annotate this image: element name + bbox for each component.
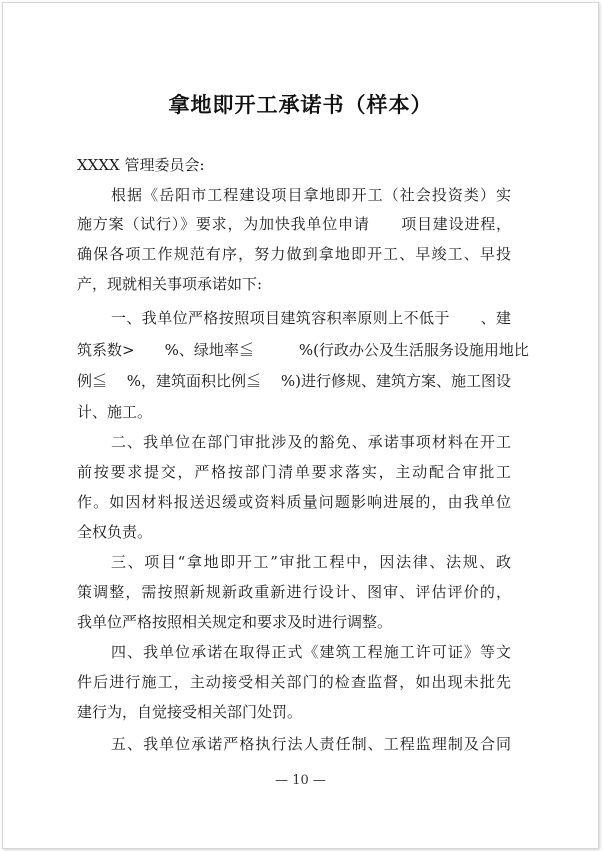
paragraph-line: 前按要求提交，严格按部门清单要求落实，主动配合审批工: [77, 463, 511, 481]
paragraph-line: 四、我单位承诺在取得正式《建筑工程施工许可证》等文: [111, 643, 511, 661]
paragraph-line: 二、我单位在部门审批涉及的豁免、承诺事项材料在开工: [111, 433, 511, 451]
paragraph-line: 策调整，需按照新规新政重新进行设计、图审、评估评价的，: [77, 583, 511, 601]
paragraph-line: 作。如因材料报送迟缓或资料质量问题影响进展的，由我单位: [77, 493, 511, 511]
paragraph-line: 根据《岳阳市工程建设项目拿地即开工（社会投资类）实: [111, 186, 511, 204]
page-number: — 10 —: [275, 773, 326, 788]
paragraph-line: 筑系数> %、绿地率≦ %(行政办公及生活服务设施用地比: [77, 341, 529, 359]
paragraph-line: 建行为，自觉接受相关部门处罚。: [77, 703, 303, 721]
paragraph-line: 件后进行施工，主动接受相关部门的检查监督，如出现未批先: [77, 673, 511, 691]
document-page: [2, 2, 599, 849]
document-title: 拿地即开工承诺书（样本）: [168, 92, 433, 117]
paragraph-line: 确保各项工作规范有序，努力做到拿地即开工、早竣工、早投: [77, 245, 511, 263]
paragraph-line: 全权负责。: [77, 523, 153, 541]
salutation: XXXX 管理委员会:: [77, 156, 205, 174]
paragraph-line: 一、我单位严格按照项目建筑容积率原则上不低于 、建: [111, 309, 511, 327]
paragraph-line: 例≦ %，建筑面积比例≦ %)进行修规、建筑方案、施工图设: [77, 372, 511, 390]
paragraph-line: 计、施工。: [77, 403, 153, 421]
paragraph-line: 施方案（试行）》要求，为加快我单位申请 项目建设进程，: [77, 215, 511, 233]
paragraph-line: 五、我单位承诺严格执行法人责任制、工程监理制及合同: [111, 735, 511, 753]
paragraph-line: 三、项目“拿地即开工”审批工程中，因法律、法规、政: [111, 553, 511, 571]
paragraph-line: 我单位严格按照相关规定和要求及时进行调整。: [77, 613, 393, 631]
paragraph-line: 产，现就相关事项承诺如下:: [77, 275, 263, 293]
